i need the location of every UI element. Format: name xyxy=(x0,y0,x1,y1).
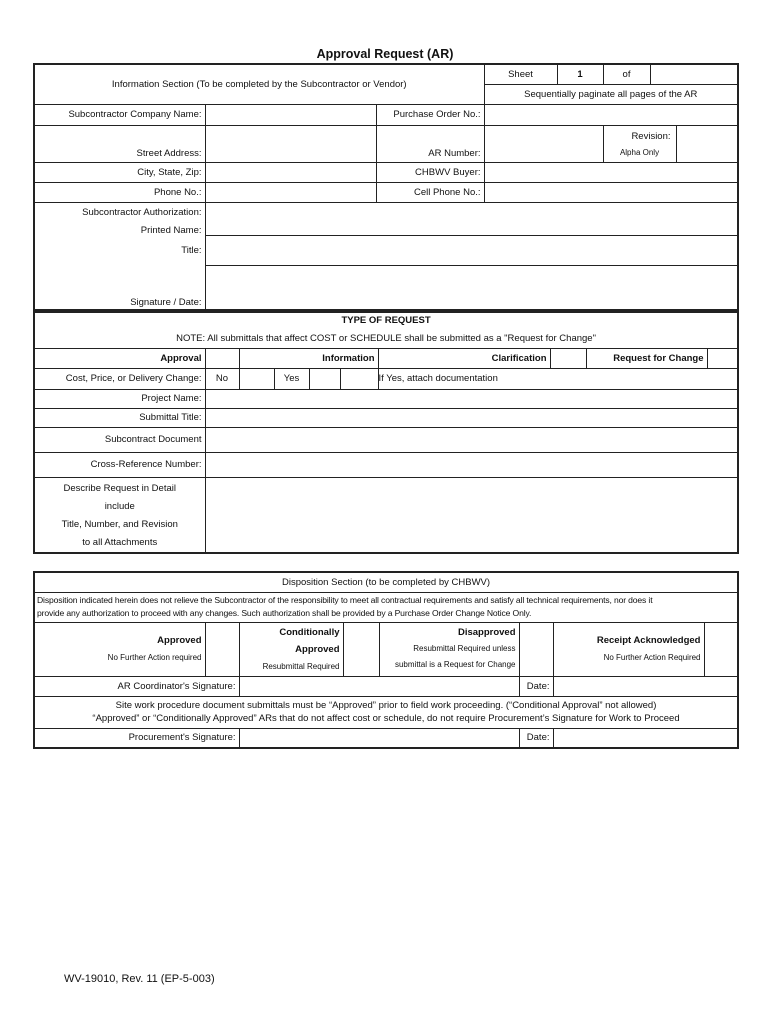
sheet-number[interactable]: 1 xyxy=(557,64,603,84)
approved-checkbox[interactable] xyxy=(205,622,239,676)
receipt-option xyxy=(553,622,704,676)
information-section xyxy=(33,63,739,313)
ar-number-label: AR Number: xyxy=(376,125,484,162)
attach-note: If Yes, attach documentation xyxy=(378,368,738,389)
auth-label-cell xyxy=(34,202,205,236)
phone-field[interactable] xyxy=(205,182,376,202)
conditionally-approved-label: Approved xyxy=(295,643,340,655)
approved-sublabel: No Further Action required xyxy=(107,653,202,662)
describe-line-3: Title, Number, and Revision xyxy=(61,518,178,530)
disposition-disclaimer xyxy=(34,592,738,622)
no-label: No xyxy=(205,368,239,389)
conditional-sublabel: Resubmittal Required xyxy=(262,661,340,671)
po-label: Purchase Order No.: xyxy=(376,104,484,125)
disposition-header: Disposition Section (to be completed by CHBWV) xyxy=(34,572,738,592)
cross-ref-field[interactable] xyxy=(205,452,738,477)
disclaimer-line-1: Disposition indicated herein does not relieve the Subcontractor of the responsibility to meet all contractual requirements and satisfy all technical requirements, nor does it xyxy=(37,595,653,605)
revision-label: Revision: xyxy=(631,130,671,142)
disclaimer-line-2: provide any authorization to proceed with any changes. Such authorization shall be provided by a Purchase Order Change Notice Only. xyxy=(37,608,532,618)
submittal-title-field[interactable] xyxy=(205,408,738,427)
disapproved-sublabel-1: Resubmittal Required unless xyxy=(413,644,516,653)
disapproved-label: Disapproved xyxy=(457,627,516,638)
sheet-label: Sheet xyxy=(484,64,557,84)
form-title: Approval Request (AR) xyxy=(316,47,454,61)
clarification-label: Clarification xyxy=(378,348,550,368)
describe-line-1: Describe Request in Detail xyxy=(63,482,176,494)
yes-label: Yes xyxy=(283,372,300,384)
conditional-option xyxy=(239,622,343,676)
coordinator-sig-field[interactable] xyxy=(239,676,519,696)
approved-option xyxy=(34,622,205,676)
describe-line-2: include xyxy=(104,500,135,512)
coordinator-date-label: Date: xyxy=(519,676,553,696)
describe-label xyxy=(34,477,205,553)
city-field[interactable] xyxy=(205,162,376,182)
city-label: City, State, Zip: xyxy=(34,162,205,182)
of-label: of xyxy=(603,64,650,84)
approval-label: Approval xyxy=(34,348,205,368)
company-name-label: Subcontractor Company Name: xyxy=(34,104,205,125)
procurement-sig-field[interactable] xyxy=(239,728,519,748)
subcontract-doc-field[interactable] xyxy=(205,427,738,452)
describe-field[interactable] xyxy=(205,477,738,553)
project-name-label: Project Name: xyxy=(34,389,205,408)
cell-field[interactable] xyxy=(484,182,738,202)
submittal-title-label: Submittal Title: xyxy=(34,408,205,427)
site-note-line-2: “Approved” or “Conditionally Approved” ARs that do not affect cost or schedule, do not require Procurement’s Signature for Work to Proceed xyxy=(92,713,680,724)
paginate-note: Sequentially paginate all pages of the AR xyxy=(484,84,738,104)
yes-checkbox[interactable] xyxy=(309,368,378,389)
cross-ref-label: Cross-Reference Number: xyxy=(34,452,205,477)
information-label: Information xyxy=(239,348,378,368)
coordinator-sig-label: AR Coordinator's Signature: xyxy=(34,676,239,696)
procurement-sig-label: Procurement's Signature: xyxy=(34,728,239,748)
receipt-label: Receipt Acknowledged xyxy=(596,635,701,646)
site-note-line-1: Site work procedure document submittals must be “Approved” prior to field work proceeding. (“Conditional Approval” not allowed) xyxy=(115,700,657,711)
street-label: Street Address: xyxy=(34,125,205,162)
request-for-change-checkbox[interactable] xyxy=(707,348,738,368)
clarification-checkbox[interactable] xyxy=(550,348,586,368)
auth-label: Subcontractor Authorization: xyxy=(82,206,202,218)
po-field[interactable] xyxy=(484,104,738,125)
form-footer: WV-19010, Rev. 11 (EP-5-003) xyxy=(64,973,215,985)
revision-box xyxy=(603,125,676,162)
describe-line-4: to all Attachments xyxy=(82,536,158,548)
no-checkbox[interactable] xyxy=(239,368,309,389)
disposition-section xyxy=(33,571,739,749)
request-note: NOTE: All submittals that affect COST or SCHEDULE shall be submitted as a "Request for Change" xyxy=(34,330,738,348)
approval-checkbox[interactable] xyxy=(205,348,239,368)
request-for-change-label: Request for Change xyxy=(586,348,707,368)
project-name-field[interactable] xyxy=(205,389,738,408)
sig-date-label: Signature / Date: xyxy=(34,266,205,312)
type-of-request-header: TYPE OF REQUEST xyxy=(34,310,738,330)
receipt-sublabel: No Further Action Required xyxy=(603,653,701,662)
title-label: Title: xyxy=(34,236,205,266)
disapproved-checkbox[interactable] xyxy=(519,622,553,676)
info-section-header: Information Section (To be completed by the Subcontractor or Vendor) xyxy=(34,64,484,104)
street-field[interactable] xyxy=(205,125,376,162)
site-work-note xyxy=(34,696,738,728)
conditional-checkbox[interactable] xyxy=(343,622,379,676)
title-field[interactable] xyxy=(205,236,738,266)
conditionally-label: Conditionally xyxy=(279,626,340,638)
procurement-date-label: Date: xyxy=(519,728,553,748)
buyer-label: CHBWV Buyer: xyxy=(376,162,484,182)
cell-label: Cell Phone No.: xyxy=(376,182,484,202)
sheet-total-field[interactable] xyxy=(650,64,738,84)
disapproved-option xyxy=(379,622,519,676)
subcontract-doc-label: Subcontract Document xyxy=(34,427,205,452)
company-name-field[interactable] xyxy=(205,104,376,125)
coordinator-date-field[interactable] xyxy=(553,676,738,696)
printed-name-field[interactable] xyxy=(205,202,738,236)
approved-label: Approved xyxy=(157,635,202,646)
alpha-only-note: Alpha Only xyxy=(619,147,660,157)
request-section xyxy=(33,309,739,554)
procurement-date-field[interactable] xyxy=(553,728,738,748)
printed-name-label: Printed Name: xyxy=(140,224,202,236)
receipt-checkbox[interactable] xyxy=(704,622,738,676)
ar-number-field[interactable] xyxy=(484,125,603,162)
disapproved-sublabel-2: submittal is a Request for Change xyxy=(394,660,516,669)
buyer-field[interactable] xyxy=(484,162,738,182)
phone-label: Phone No.: xyxy=(34,182,205,202)
sig-date-field[interactable] xyxy=(205,266,738,312)
cost-change-label: Cost, Price, or Delivery Change: xyxy=(34,368,205,389)
revision-field[interactable] xyxy=(676,125,738,162)
